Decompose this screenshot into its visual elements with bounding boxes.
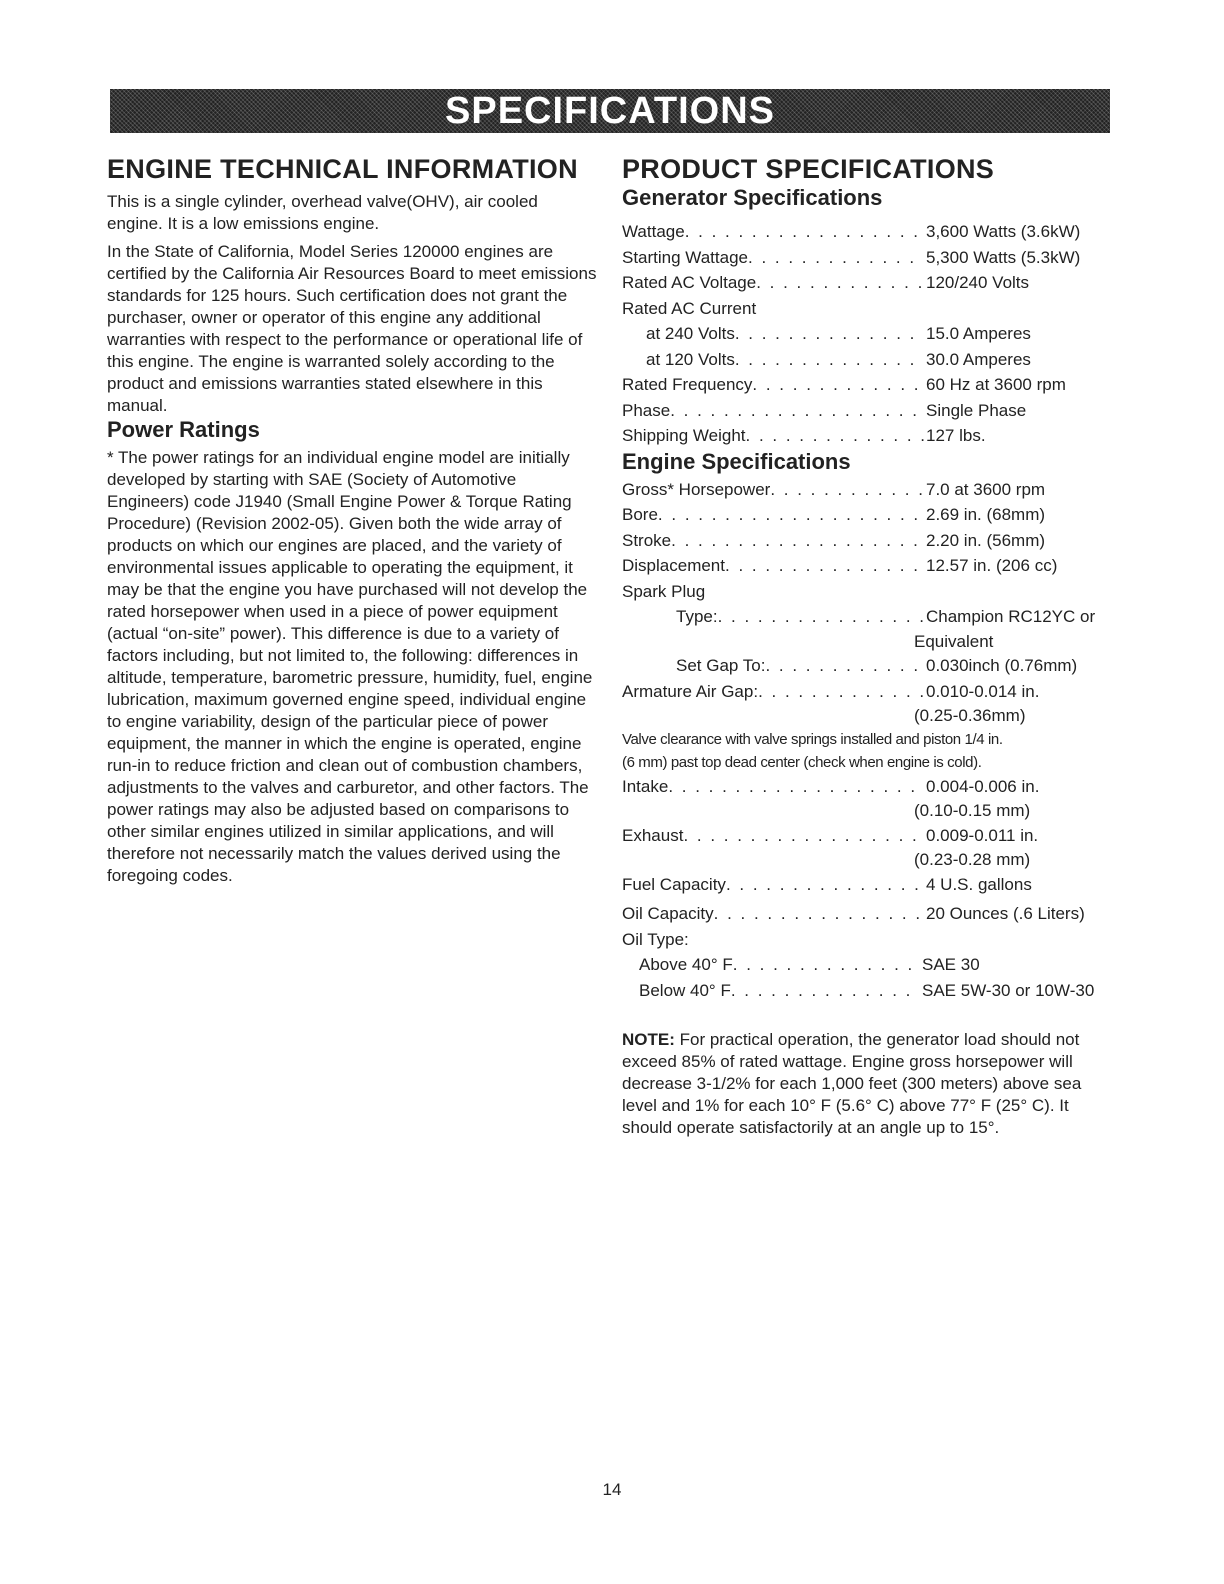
spec-label: Armature Air Gap: [622, 681, 759, 701]
spec-value: 5,300 Watts (5.3kW) [926, 247, 1081, 267]
spec-label: Above 40° F [639, 955, 733, 974]
spec-label: Gross* Horsepower [622, 479, 771, 499]
spec-label: Rated Frequency [622, 375, 753, 394]
spec-value: 15.0 Amperes [926, 324, 1031, 343]
operation-note [622, 1029, 1092, 1139]
engine-intro-text: This is a single cylinder, overhead valve(OHV), air cooled engine. It is a low emissions engine. [107, 192, 538, 233]
spec-value: 3,600 Watts (3.6kW) [926, 222, 1081, 241]
spec-row-plug-type [622, 604, 1122, 630]
spec-value: Champion RC12YC or [926, 607, 1096, 626]
spec-row-current-240 [622, 321, 1122, 347]
engine-technical-column [107, 154, 597, 887]
spec-value: 0.009-0.011 in. [926, 825, 1039, 845]
generator-spec-list [622, 219, 1122, 449]
spec-label: Starting Wattage [622, 247, 748, 267]
spec-value-continued: (0.25-0.36mm) [914, 706, 1026, 725]
generator-specs-heading: Generator Specifications [622, 185, 883, 210]
spec-row-frequency [622, 372, 1122, 398]
spec-row-shipping-weight [622, 423, 1122, 449]
spec-value-continued: (0.10-0.15 mm) [914, 801, 1031, 820]
banner-title: SPECIFICATIONS [445, 89, 775, 132]
engine-technical-heading: ENGINE TECHNICAL INFORMATION [107, 154, 578, 184]
spec-label: Fuel Capacity [622, 874, 726, 894]
product-specs-column [622, 154, 1122, 1156]
spec-value: 0.030inch (0.76mm) [926, 656, 1078, 675]
spec-value: 60 Hz at 3600 rpm [926, 375, 1066, 394]
spec-value: SAE 5W-30 or 10W-30 [922, 980, 1095, 1000]
spec-value-continued: Equivalent [914, 631, 994, 651]
spec-label: Rated AC Voltage [622, 273, 757, 292]
spec-row-starting-wattage [622, 245, 1122, 271]
spec-row-bore [622, 502, 1122, 528]
spec-value: 0.004-0.006 in. [926, 776, 1040, 796]
spec-row-current-120 [622, 347, 1122, 373]
spec-row-gross-hp [622, 477, 1122, 503]
spec-label: Bore [622, 505, 658, 524]
spec-label: Oil Capacity [622, 904, 714, 923]
spec-label: Set Gap To: [676, 656, 766, 675]
specifications-banner [110, 89, 1110, 133]
spec-value-continued: (0.23-0.28 mm) [914, 850, 1031, 869]
spec-value: 20 Ounces (.6 Liters) [926, 904, 1085, 923]
spec-value: 7.0 at 3600 rpm [926, 479, 1046, 499]
engine-specs-heading: Engine Specifications [622, 448, 851, 474]
spec-row-displacement [622, 553, 1122, 579]
spec-row-stroke [622, 528, 1122, 554]
spec-label: at 240 Volts [646, 324, 735, 343]
spec-label: Phase [622, 400, 671, 420]
power-ratings-text: * The power ratings for an individual engine model are initially developed by starting with SAE (Society of Automotive Engineers) code J1940 (Small Engine Power & Torque Rating Procedure) (Revision 2002-05). Given both the wide array of products on which our engines are placed, and the variety of environmental issues applicable to operating the equipment, it may be that the engine you have purchased will not develop the rated horsepower when used in a piece of power equipment (actual “on-site” power). This difference is due to a variety of factors including, but not limited to, the following: differences in altitude, temperature, barometric pressure, humidity, fuel, engine lubrication, maximum governed engine speed, individual engine to engine variability, design of the particular piece of power equipment, the manner in which the engine is operated, engine run-in to reduce friction and clean out of combustion chambers, adjustments to the valves and carburetor, and other factors. The power ratings may also be adjusted based on comparisons to other similar engines utilized in similar applications, and will therefore not necessarily match the values derived using the foregoing codes. [107, 448, 593, 885]
valve-clearance-note-line2: (6 mm) past top dead center (check when engine is cold). [622, 753, 982, 771]
spec-value: SAE 30 [922, 955, 980, 974]
spec-row-fuel-capacity [622, 872, 1122, 898]
spec-row-exhaust [622, 823, 1122, 849]
spec-row-oil-above [622, 952, 1122, 978]
page-number: 14 [602, 1480, 622, 1499]
engine-spec-list [622, 477, 1122, 1004]
california-text: In the State of California, Model Series 120000 engines are certified by the California Air Resources Board to meet emissions standards for 125 hours. Such certification does not grant the purchaser, owner or operator of this engine any additional warranties with respect to the performance or operational life of this engine. The engine is warranted solely according to the product and emissions warranties stated elsewhere in this manual. [107, 242, 597, 415]
power-ratings-heading: Power Ratings [107, 417, 260, 442]
spec-row-set-gap [622, 653, 1122, 679]
spec-row-oil-capacity [622, 901, 1122, 927]
spec-value: 12.57 in. (206 cc) [926, 556, 1058, 575]
spec-value: 2.20 in. (56mm) [926, 530, 1046, 550]
spec-label: Type: [676, 607, 718, 626]
note-text: For practical operation, the generator load should not exceed 85% of rated wattage. Engine gross horsepower will decrease 3-1/2% for each 1,000 feet (300 meters) above sea level and 1% for each 10° F (5.6° C) above 77° F (25° C). It should operate satisfactorily at an angle up to 15°. [622, 1030, 1082, 1137]
spec-row-phase [622, 398, 1122, 424]
spec-value: 2.69 in. (68mm) [926, 505, 1046, 524]
note-label: NOTE: [622, 1030, 675, 1049]
spec-row-intake [622, 774, 1122, 800]
spec-row-oil-type [622, 927, 1122, 953]
spec-label: Rated AC Current [622, 298, 757, 318]
spec-row-rated-current [622, 296, 1122, 322]
spec-label: Displacement [622, 556, 725, 575]
spec-label: at 120 Volts [646, 349, 735, 369]
spec-row-wattage [622, 219, 1122, 245]
product-specs-heading: PRODUCT SPECIFICATIONS [622, 154, 995, 184]
spec-row-spark-plug [622, 579, 1122, 605]
spec-value: Single Phase [926, 400, 1027, 420]
spec-label: Intake [622, 776, 669, 796]
spec-row-oil-below [622, 978, 1122, 1004]
spec-label: Shipping Weight [622, 426, 746, 445]
spec-value: 4 U.S. gallons [926, 874, 1032, 894]
spec-row-armature-gap [622, 679, 1122, 705]
spec-label: Exhaust [622, 825, 684, 845]
spec-label: Wattage [622, 222, 685, 241]
spec-value: 30.0 Amperes [926, 349, 1031, 369]
valve-clearance-note-line1: Valve clearance with valve springs installed and piston 1/4 in. [622, 730, 1003, 748]
spec-value: 120/240 Volts [926, 273, 1030, 292]
spec-label: Stroke [622, 530, 672, 550]
spec-value: 0.010-0.014 in. [926, 681, 1040, 701]
spec-label: Oil Type: [622, 929, 689, 949]
spec-label: Below 40° F [639, 980, 731, 1000]
spec-label: Spark Plug [622, 581, 706, 601]
spec-row-rated-voltage [622, 270, 1122, 296]
spec-value: 127 lbs. [926, 426, 986, 445]
